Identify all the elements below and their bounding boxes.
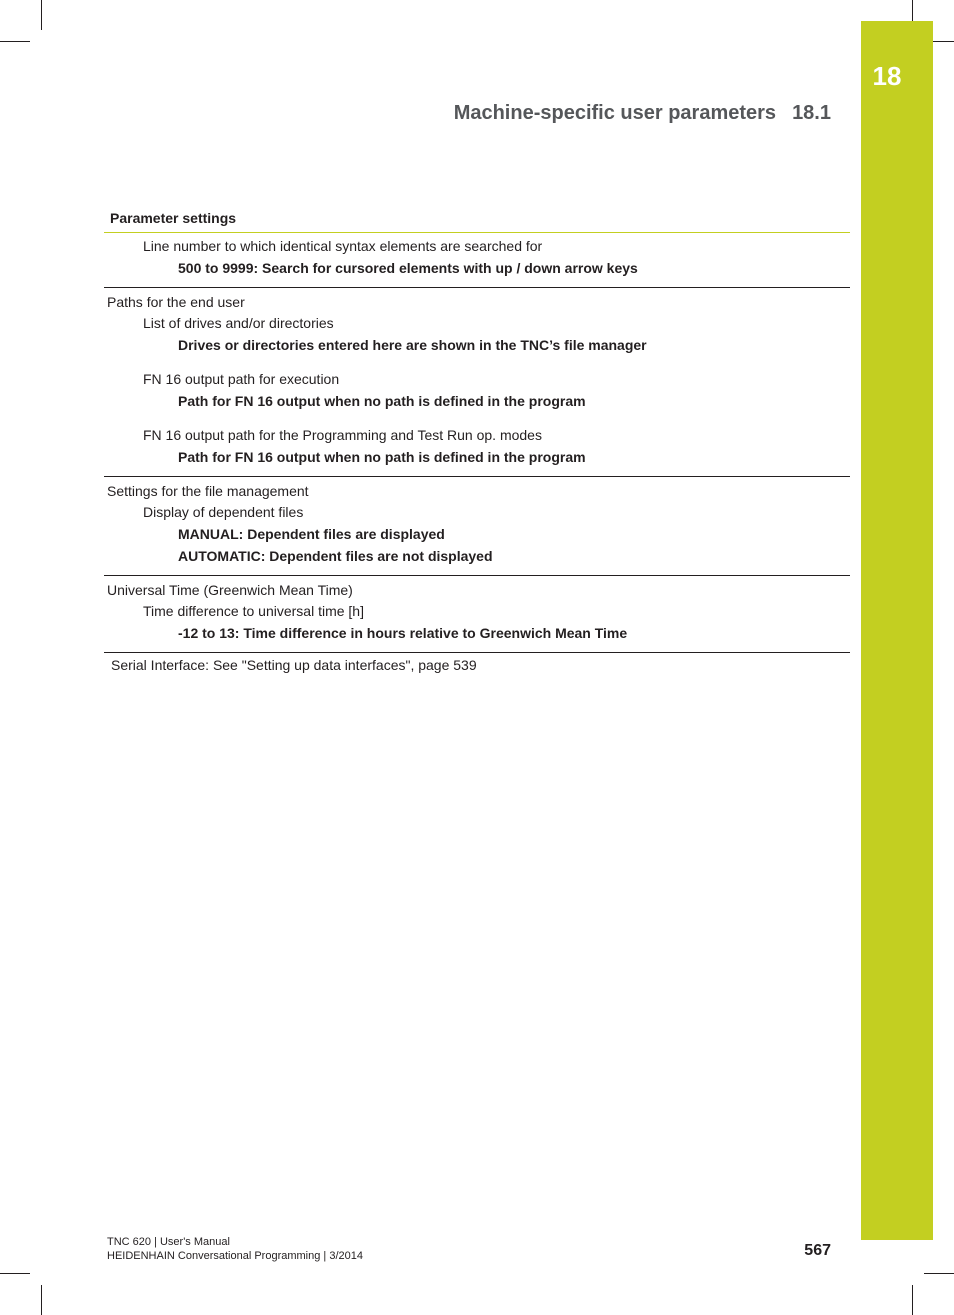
footer — [107, 1235, 363, 1263]
parameter-group — [104, 477, 850, 576]
page-number: 567 — [804, 1242, 831, 1259]
parameter-group — [104, 288, 850, 477]
running-head-section: 18.1 — [792, 102, 831, 124]
parameter-value: 500 to 9999: Search for cursored elements with up / down arrow keys — [178, 260, 638, 276]
parameter-value: Path for FN 16 output when no path is defined in the program — [178, 449, 586, 465]
table-header: Parameter settings — [104, 208, 850, 233]
parameter-value: -12 to 13: Time difference in hours relative to Greenwich Mean Time — [178, 625, 628, 641]
footer-manual: TNC 620 | User's Manual — [107, 1236, 230, 1248]
parameter-group — [104, 576, 850, 653]
footer-edition: HEIDENHAIN Conversational Programming | 3/2014 — [107, 1250, 363, 1262]
group-title: Settings for the file management — [107, 483, 309, 499]
parameter-label: Line number to which identical syntax elements are searched for — [143, 238, 543, 254]
crop-mark — [41, 1285, 42, 1315]
parameter-value: Drives or directories entered here are shown in the TNC’s file manager — [178, 337, 647, 353]
group-title: Paths for the end user — [107, 294, 245, 310]
crop-mark — [0, 41, 30, 42]
chapter-tab — [861, 21, 933, 1240]
chapter-number: 18 — [872, 61, 902, 91]
parameter-group — [104, 653, 850, 684]
parameter-value: MANUAL: Dependent files are displayed — [178, 526, 445, 542]
parameter-group — [104, 233, 850, 288]
group-title: Universal Time (Greenwich Mean Time) — [107, 582, 353, 598]
parameter-label: FN 16 output path for execution — [143, 371, 340, 387]
crop-mark — [924, 1273, 954, 1274]
crop-mark — [0, 1273, 30, 1274]
parameter-value: AUTOMATIC: Dependent files are not displayed — [178, 548, 493, 564]
parameter-label: Display of dependent files — [143, 504, 304, 520]
parameter-value: Path for FN 16 output when no path is defined in the program — [178, 393, 586, 409]
crop-mark — [912, 1285, 913, 1315]
running-head — [454, 102, 831, 125]
parameter-label: List of drives and/or directories — [143, 315, 334, 331]
parameter-label: Time difference to universal time [h] — [143, 603, 364, 619]
parameter-label: FN 16 output path for the Programming and Test Run op. modes — [143, 427, 542, 443]
serial-interface-reference: Serial Interface: See "Setting up data interfaces", page 539 — [111, 657, 477, 673]
parameter-table — [104, 208, 850, 684]
crop-mark — [41, 0, 42, 30]
running-head-title: Machine-specific user parameters — [453, 102, 777, 124]
